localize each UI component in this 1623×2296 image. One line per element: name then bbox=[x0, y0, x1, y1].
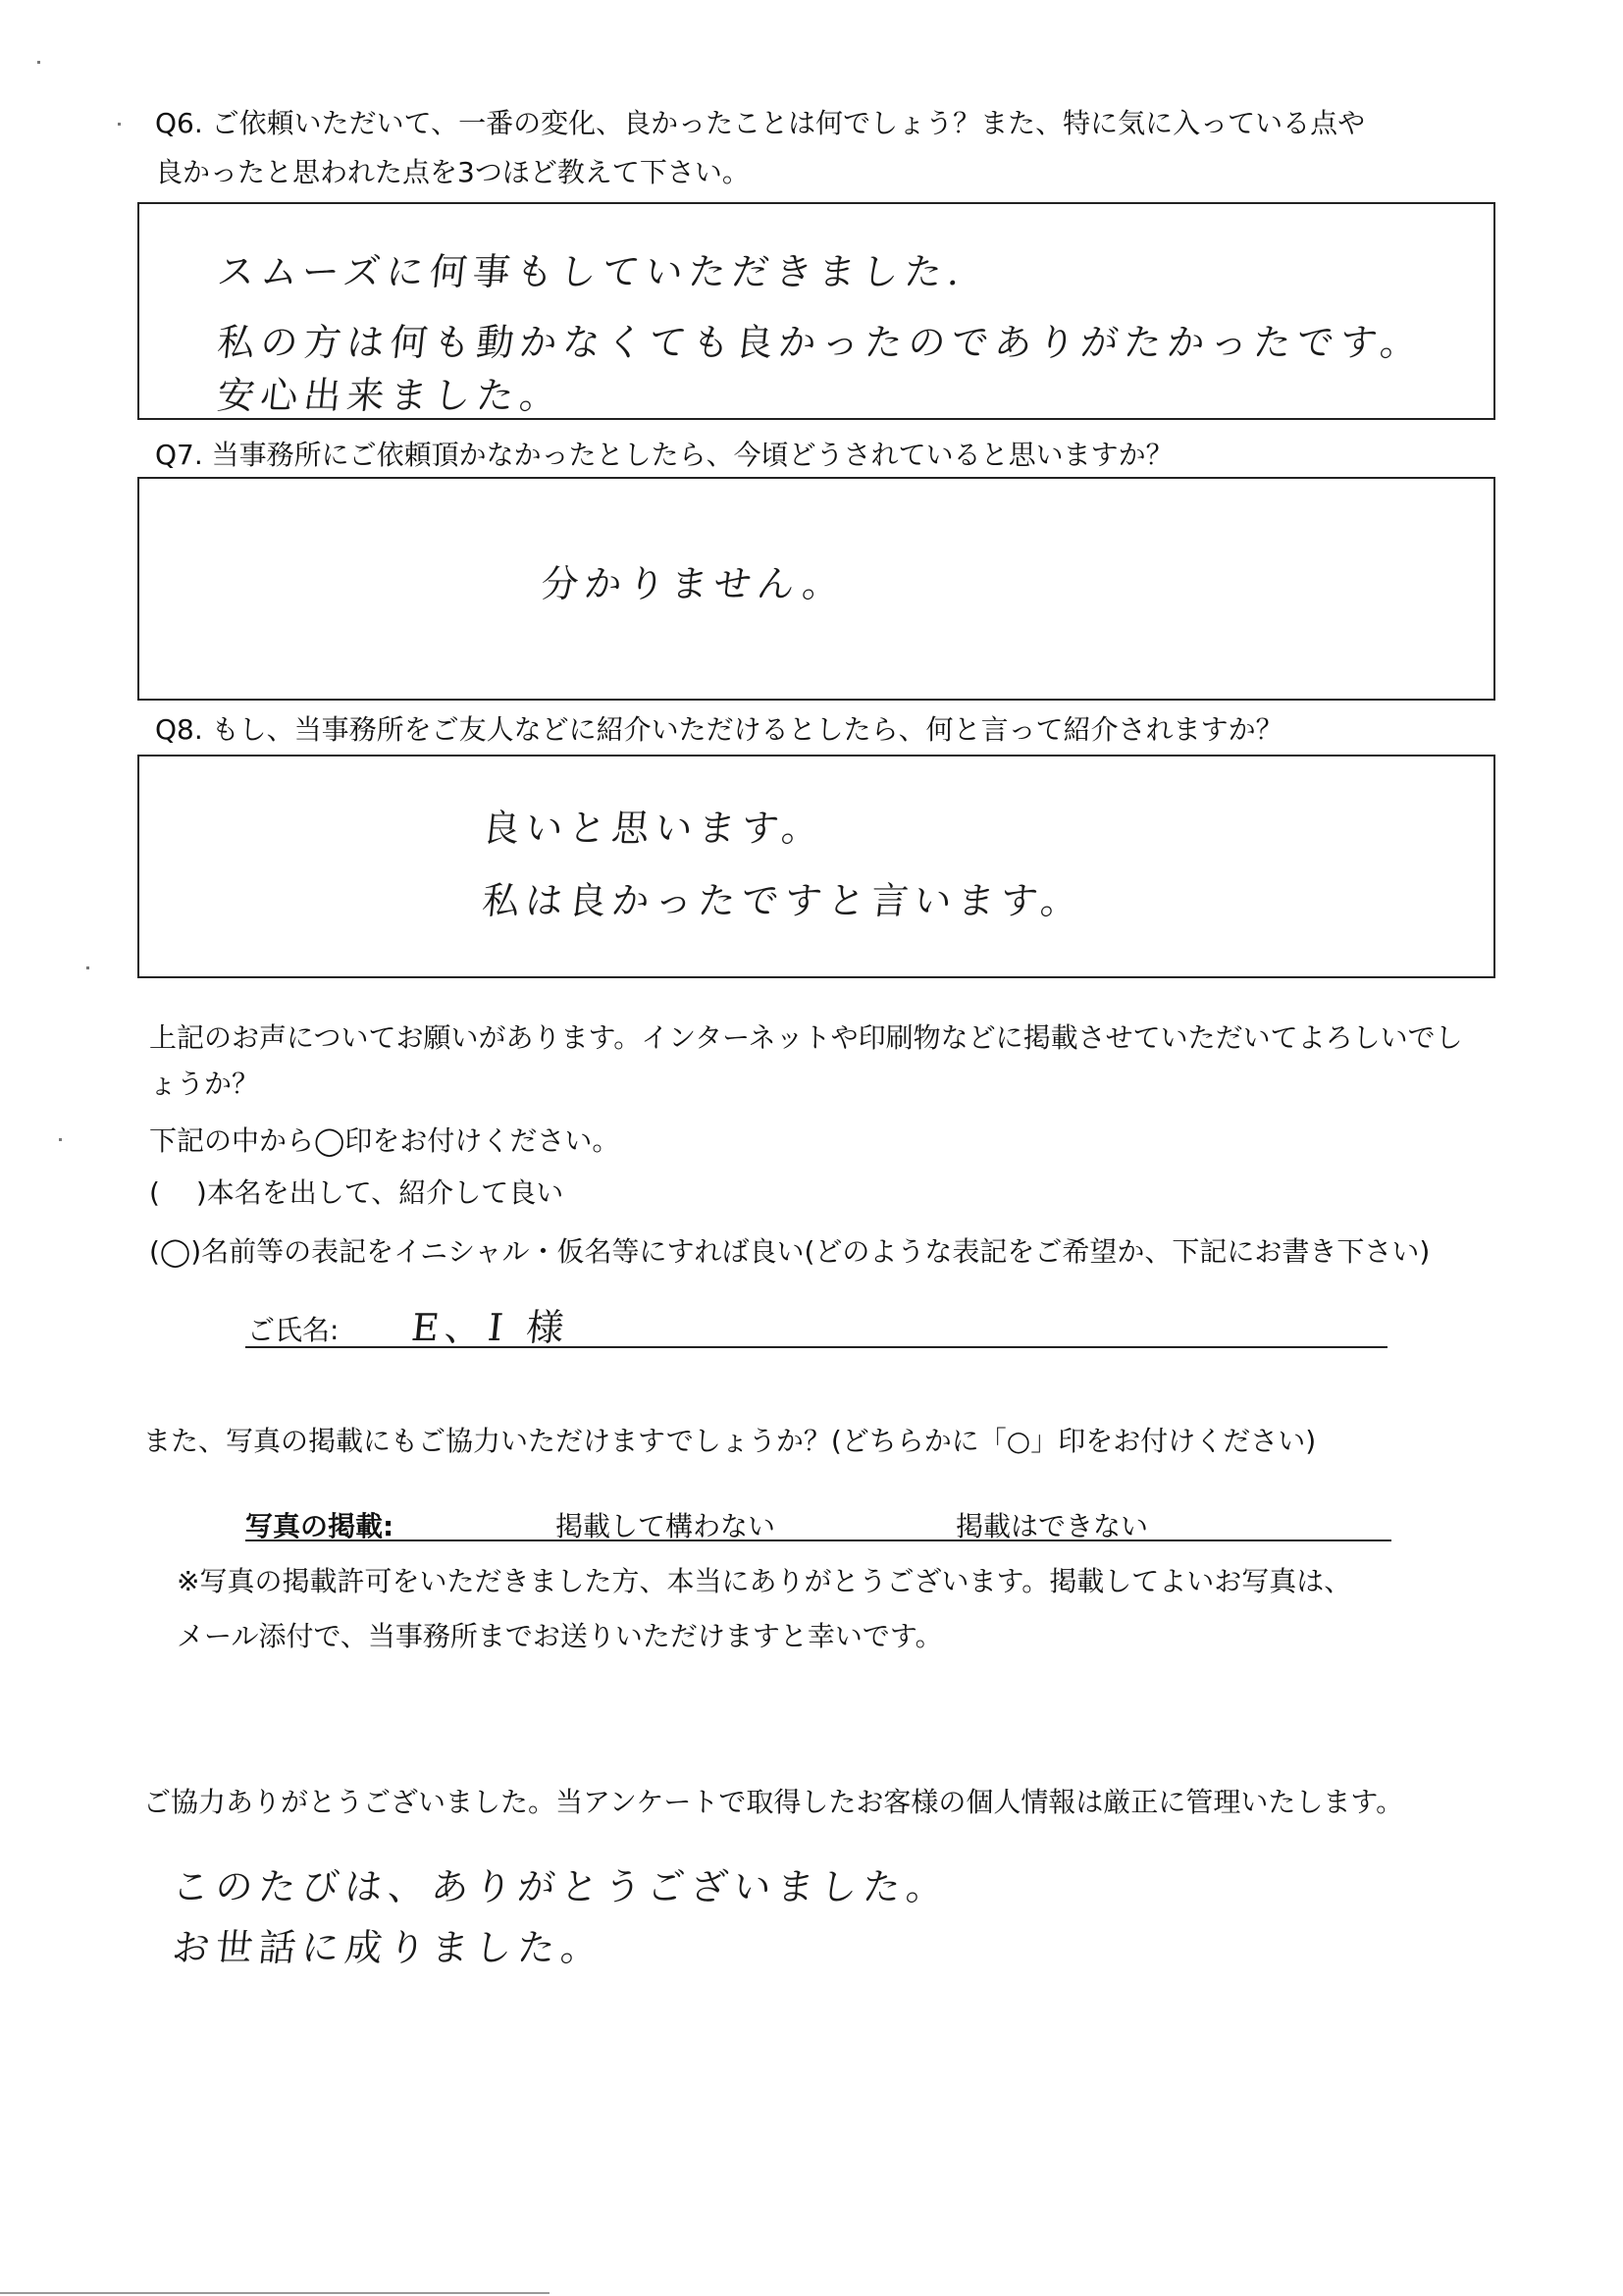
scan-speck bbox=[118, 123, 121, 126]
scan-speck bbox=[86, 966, 89, 969]
q6-answer-line: 私の方は何も動かなくても良かったのでありがたかったです。 bbox=[215, 321, 1426, 364]
photo-note-cont: メール添付で、当事務所までお送りいただけますと幸いです。 bbox=[177, 1620, 943, 1652]
photo-note: ※写真の掲載許可をいただきました方、本当にありがとうございます。掲載してよいお写真は、 bbox=[177, 1565, 1352, 1597]
q7-question: Q7. 当事務所にご依頼頂かなかったとしたら、今頃どうされていると思いますか？ bbox=[155, 439, 1174, 471]
q6-question: Q6. ご依頼いただいて、一番の変化、良かったことは何でしょう？また、特に気に入っている点や bbox=[155, 107, 1366, 139]
photo-underline bbox=[245, 1539, 1391, 1541]
q7-answer-line: 分かりません。 bbox=[539, 562, 849, 605]
consent-instruction: 下記の中から◯印をお付けください。 bbox=[149, 1124, 620, 1157]
photo-option-deny[interactable]: 掲載はできない bbox=[956, 1510, 1149, 1542]
consent-option-real-name[interactable]: ( )本名を出して、紹介して良い bbox=[149, 1176, 564, 1209]
scan-speck bbox=[37, 61, 40, 64]
closing-handwritten-line: お世話に成りました。 bbox=[170, 1926, 606, 1969]
consent-request: 上記のお声についてお願いがあります。インターネットや印刷物などに掲載させていただいてよろしいでし bbox=[149, 1021, 1463, 1054]
scan-edge-line bbox=[0, 2292, 550, 2294]
consent-request-cont: ょうか？ bbox=[149, 1068, 260, 1100]
scan-speck bbox=[59, 1138, 62, 1141]
photo-question: また、写真の掲載にもご協力いただけますでしょうか？(どちらかに「○」印をお付けください) bbox=[143, 1425, 1317, 1457]
name-label: ご氏名: bbox=[247, 1314, 340, 1346]
q6-question-cont: 良かったと思われた点を3つほど教えて下さい。 bbox=[155, 156, 750, 188]
q8-question: Q8. もし、当事務所をご友人などに紹介いただけるとしたら、何と言って紹介されますか？ bbox=[155, 713, 1283, 746]
q8-answer-line: 私は良かったですと言います。 bbox=[480, 879, 1086, 922]
q7-answer-box bbox=[137, 477, 1495, 701]
q8-answer-box bbox=[137, 755, 1495, 978]
name-value[interactable]: E、I 様 bbox=[409, 1306, 572, 1349]
photo-label: 写真の掲載: bbox=[245, 1510, 394, 1542]
name-underline bbox=[245, 1346, 1387, 1348]
q6-answer-line: スムーズに何事もしていただきました. bbox=[215, 250, 969, 293]
consent-option-initials[interactable]: (◯)名前等の表記をイニシャル・仮名等にすれば良い(どのような表記をご希望か、下記にお書き下さい) bbox=[149, 1235, 1431, 1268]
q6-answer-line: 安心出来ました。 bbox=[215, 374, 565, 417]
closing-thanks: ご協力ありがとうございました。当アンケートで取得したお客様の個人情報は厳正に管理いたします。 bbox=[143, 1786, 1404, 1818]
closing-handwritten-line: このたびは、ありがとうございました。 bbox=[170, 1865, 952, 1908]
q6-answer-box bbox=[137, 202, 1495, 420]
photo-option-allow[interactable]: 掲載して構わない bbox=[555, 1510, 776, 1542]
q8-answer-line: 良いと思います。 bbox=[480, 807, 827, 850]
